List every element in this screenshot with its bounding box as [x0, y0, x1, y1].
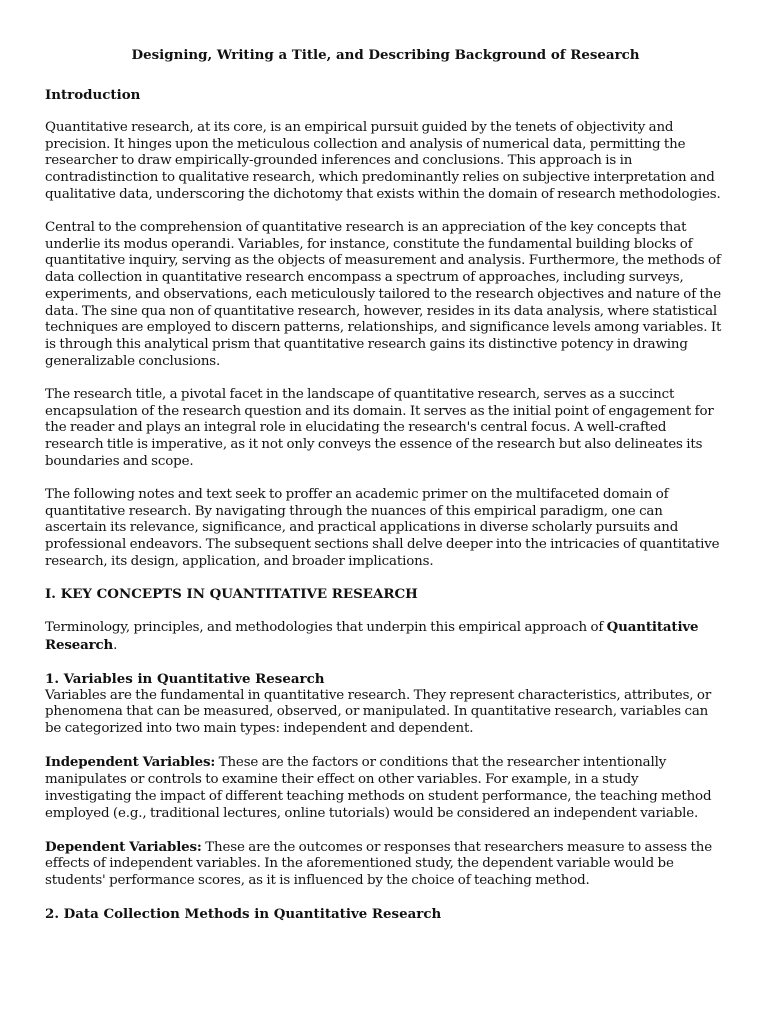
section-1-intro	[45, 619, 724, 654]
section-1-intro-text: Terminology, principles, and methodologies that underpin this empirical approach of	[45, 620, 607, 636]
intro-paragraph-2: Central to the comprehension of quantitative research is an appreciation of the key concepts that underlie its modus operandi. Variables, for instance, constitute the fundamental building blocks of quantitative inquiry, serving as the objects of measurement and analysis. Furthermore, the methods of data collection in quantitative research encompass a spectrum of approaches, including surveys, experiments, and observations, each meticulously tailored to the research objectives and nature of the data. The sine qua non of quantitative research, however, resides in its data analysis, where statistical techniques are employed to discern patterns, relationships, and significance levels among variables. It is through this analytical prism that quantitative research gains its distinctive potency in drawing generalizable conclusions.	[45, 220, 722, 369]
intro-paragraph-4: The following notes and text seek to proffer an academic primer on the multifaceted domain of quantitative research. By navigating through the nuances of this empirical paradigm, one can ascertain its relevance, significance, and practical applications in diverse scholarly pursuits and professional endeavors. The subsequent sections shall delve deeper into the intricacies of quantitative research, its design, application, and broader implications.	[45, 486, 720, 569]
dependent-variables-text: These are the outcomes or responses that researchers measure to assess the effects of independent variables. In the aforementioned study, the dependent variable would be students' performance scores, as it is influenced by the choice of teaching method.	[45, 839, 712, 889]
independent-variables-term: Independent Variables:	[45, 754, 216, 771]
section-1-heading: I. KEY CONCEPTS IN QUANTITATIVE RESEARCH	[45, 586, 418, 603]
document-title: Designing, Writing a Title, and Describing Background of Research	[131, 47, 640, 63]
section-1-intro-end: .	[113, 638, 118, 654]
dependent-variables-paragraph	[45, 839, 724, 890]
independent-variables-paragraph	[45, 754, 724, 822]
introduction-heading: Introduction	[45, 87, 141, 103]
subsection-2-heading: 2. Data Collection Methods in Quantitative Research	[45, 905, 442, 922]
dependent-variables-term: Dependent Variables:	[45, 838, 202, 855]
section-1-intro-bold: Quantitative Research	[45, 619, 699, 654]
intro-paragraph-1: Quantitative research, at its core, is an empirical pursuit guided by the tenets of objectivity and precision. It hinges upon the meticulous collection and analysis of numerical data, permitting the researcher to draw empirically-grounded inferences and conclusions. This approach is in contradistinction to qualitative research, which predominantly relies on subjective interpretation and qualitative data, underscoring the dichotomy that exists within the domain of research methodologies.	[45, 120, 721, 202]
variables-paragraph: Variables are the fundamental in quantitative research. They represent characteristics, attributes, or phenomena that can be measured, observed, or manipulated. In quantitative research, variables can be categorized into two main types: independent and dependent.	[45, 687, 712, 737]
subsection-1-heading: 1. Variables in Quantitative Research	[45, 670, 325, 687]
intro-paragraph-3: The research title, a pivotal facet in the landscape of quantitative research, serves as a succinct encapsulation of the research question and its domain. It serves as the initial point of engagement for the reader and plays an integral role in elucidating the research's central focus. A well-crafted research title is imperative, as it not only conveys the essence of the research but also delineates its boundaries and scope.	[45, 386, 714, 469]
independent-variables-text: These are the factors or conditions that the researcher intentionally manipulates or controls to examine their effect on other variables. For example, in a study investigating the impact of different teaching methods on student performance, the teaching method employed (e.g., traditional lectures, online tutorials) would be considered an independent variable.	[45, 755, 712, 821]
